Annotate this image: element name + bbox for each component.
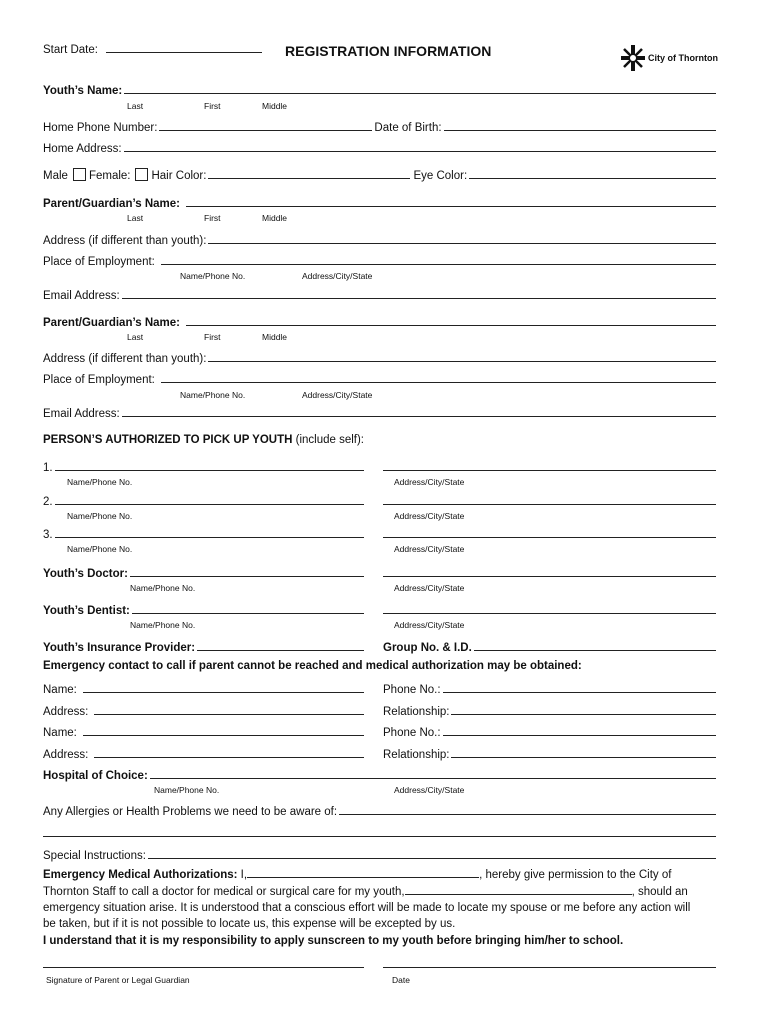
youth-name-label: Youth’s Name: — [43, 85, 123, 97]
guardian1-employment-row — [43, 252, 716, 268]
emergency-phone-label: Phone No.: — [383, 684, 441, 696]
emergency1-relationship-field[interactable] — [451, 714, 716, 715]
signature-label: Signature of Parent or Legal Guardian — [46, 975, 190, 985]
youth-name-field[interactable] — [124, 93, 716, 94]
guardian1-employment-label: Place of Employment: — [43, 256, 155, 268]
guardian2-employment-label: Place of Employment: — [43, 374, 155, 386]
doctor-address-row — [383, 564, 716, 580]
guardian1-email-row — [43, 286, 716, 302]
start-date-field[interactable] — [106, 52, 262, 53]
dentist-label: Youth’s Dentist: — [43, 605, 130, 617]
guardian2-name-row — [43, 313, 716, 329]
auth-t3: Thornton Staff to call a doctor for medical or surgical care for my youth, — [43, 886, 405, 898]
g2-sub-first: First — [204, 332, 221, 342]
guardian2-address-row — [43, 349, 716, 365]
g2-sub-last: Last — [127, 332, 144, 342]
emergency2-phone-row — [383, 723, 716, 739]
group-field[interactable] — [474, 650, 716, 651]
sub-last: Last — [127, 101, 144, 111]
p2-sub-address: Address/City/State — [394, 511, 465, 521]
sub-first: First — [204, 101, 221, 111]
emergency1-address-row — [43, 702, 364, 718]
guardian2-employment-field[interactable] — [161, 382, 716, 383]
pickup-2-address-row — [383, 492, 716, 508]
emergency-name-label: Name: — [43, 727, 77, 739]
pickup-heading-bold: PERSON’S AUTHORIZED TO PICK UP YOUTH — [43, 434, 293, 446]
emergency-relationship-label: Relationship: — [383, 749, 450, 761]
emergency-address-label: Address: — [43, 749, 89, 761]
emergency1-name-row — [43, 680, 364, 696]
g1-sub-namephone: Name/Phone No. — [180, 271, 246, 281]
dentist-sub-address: Address/City/State — [394, 620, 465, 630]
p1-sub-address: Address/City/State — [394, 477, 465, 487]
guardian1-email-label: Email Address: — [43, 290, 120, 302]
p3-sub-address: Address/City/State — [394, 544, 465, 554]
guardian2-employment-row — [43, 370, 716, 386]
g2-sub-middle: Middle — [262, 332, 288, 342]
city-logo-text: City of Thornton — [648, 53, 718, 63]
pickup-3-address-field[interactable] — [383, 537, 716, 538]
guardian2-email-field[interactable] — [122, 416, 716, 417]
emergency-address-label: Address: — [43, 706, 89, 718]
female-checkbox[interactable] — [135, 168, 148, 181]
guardian1-address-label: Address (if different than youth): — [43, 235, 207, 247]
guardian1-name-label: Parent/Guardian’s Name: — [43, 198, 180, 210]
pickup-heading — [43, 434, 364, 446]
p3-sub-namephone: Name/Phone No. — [67, 544, 133, 554]
pickup-2-name-field[interactable] — [55, 504, 364, 505]
guardian2-email-row — [43, 404, 716, 420]
male-checkbox[interactable] — [73, 168, 86, 181]
emergency2-relationship-row — [383, 745, 716, 761]
pickup-2-address-field[interactable] — [383, 504, 716, 505]
auth-line-2 — [43, 883, 716, 900]
emergency1-name-field[interactable] — [83, 692, 364, 693]
eye-color-label: Eye Color: — [413, 170, 468, 182]
guardian2-email-label: Email Address: — [43, 408, 120, 420]
emergency1-phone-field[interactable] — [443, 692, 716, 693]
start-date-label: Start Date: — [43, 44, 98, 56]
guardian2-address-label: Address (if different than youth): — [43, 353, 207, 365]
doctor-row — [43, 564, 364, 580]
hair-color-field[interactable] — [208, 178, 410, 179]
auth-t4: , should an — [631, 886, 688, 898]
group-label: Group No. & I.D. — [383, 642, 472, 654]
special-row — [43, 846, 716, 862]
pickup-2-name-row — [43, 492, 364, 508]
dob-field[interactable] — [444, 130, 716, 131]
allergies-label: Any Allergies or Health Problems we need to be aware of: — [43, 806, 338, 818]
g2-sub-address: Address/City/State — [302, 390, 373, 400]
dentist-sub-namephone: Name/Phone No. — [130, 620, 196, 630]
pickup-1-address-field[interactable] — [383, 470, 716, 471]
pickup-heading-rest: (include self): — [292, 434, 365, 446]
doctor-name-field[interactable] — [130, 576, 364, 577]
emergency-heading: Emergency contact to call if parent cannot be reached and medical authorization may be obtained: — [43, 660, 582, 672]
doctor-sub-namephone: Name/Phone No. — [130, 583, 196, 593]
pickup-3-name-field[interactable] — [55, 537, 364, 538]
g1-sub-last: Last — [127, 213, 144, 223]
home-phone-label: Home Phone Number: — [43, 122, 158, 134]
home-address-field[interactable] — [124, 151, 716, 152]
home-phone-row — [43, 118, 716, 134]
guardian1-email-field[interactable] — [122, 298, 716, 299]
guardian1-employment-field[interactable] — [161, 264, 716, 265]
male-label: Male — [43, 170, 68, 182]
date-label: Date — [392, 975, 410, 985]
special-field[interactable] — [148, 858, 716, 859]
start-date-row — [43, 44, 262, 56]
allergies-field-2[interactable] — [43, 836, 716, 837]
emergency2-name-field[interactable] — [83, 735, 364, 736]
pickup-1-name-row — [43, 458, 364, 474]
city-logo-icon — [620, 44, 646, 72]
guardian2-name-label: Parent/Guardian’s Name: — [43, 317, 180, 329]
home-address-row — [43, 139, 716, 155]
insurance-field[interactable] — [197, 650, 364, 651]
emergency-relationship-label: Relationship: — [383, 706, 450, 718]
auth-line-1 — [43, 866, 716, 883]
p2-sub-namephone: Name/Phone No. — [67, 511, 133, 521]
auth-line-3: emergency situation arise. It is understood that a conscious effort will be made to locate my spouse or me before any action will — [43, 902, 691, 914]
city-logo — [620, 44, 718, 72]
guardian1-name-row — [43, 194, 716, 210]
hospital-sub-namephone: Name/Phone No. — [154, 785, 220, 795]
doctor-label: Youth’s Doctor: — [43, 568, 128, 580]
allergies-field[interactable] — [339, 814, 716, 815]
pickup-1-address-row — [383, 458, 716, 474]
guardian1-address-row — [43, 231, 716, 247]
pickup-1-name-field[interactable] — [55, 470, 364, 471]
insurance-row — [43, 638, 364, 654]
signature-row — [43, 955, 364, 971]
dentist-name-field[interactable] — [132, 613, 364, 614]
emergency1-address-field[interactable] — [94, 714, 364, 715]
home-address-label: Home Address: — [43, 143, 122, 155]
auth-youth-field[interactable] — [405, 883, 632, 895]
authorization-paragraph — [43, 866, 716, 932]
pickup-3-address-row — [383, 525, 716, 541]
emergency-phone-label: Phone No.: — [383, 727, 441, 739]
dentist-address-row — [383, 601, 716, 617]
date-row — [383, 955, 716, 971]
auth-bold: Emergency Medical Authorizations: — [43, 869, 238, 881]
eye-color-field[interactable] — [469, 178, 716, 179]
pickup-num: 3. — [43, 529, 53, 541]
date-field[interactable] — [383, 967, 716, 968]
auth-t2: , hereby give permission to the City of — [479, 869, 672, 881]
guardian1-address-field[interactable] — [208, 243, 716, 244]
form-title: REGISTRATION INFORMATION — [285, 43, 492, 59]
hospital-field[interactable] — [150, 778, 716, 779]
g1-sub-middle: Middle — [262, 213, 288, 223]
guardian1-name-field[interactable] — [186, 206, 716, 207]
dentist-address-field[interactable] — [383, 613, 716, 614]
allergies-row — [43, 802, 716, 818]
youth-name-row — [43, 81, 716, 97]
emergency1-relationship-row — [383, 702, 716, 718]
emergency-name-label: Name: — [43, 684, 77, 696]
emergency2-name-row — [43, 723, 364, 739]
emergency2-address-field[interactable] — [94, 757, 364, 758]
g1-sub-address: Address/City/State — [302, 271, 373, 281]
auth-t1: I, — [237, 869, 248, 881]
emergency1-phone-row — [383, 680, 716, 696]
g2-sub-namephone: Name/Phone No. — [180, 390, 246, 400]
emergency2-phone-field[interactable] — [443, 735, 716, 736]
g1-sub-first: First — [204, 213, 221, 223]
guardian2-address-field[interactable] — [208, 361, 716, 362]
female-label: Female: — [88, 170, 131, 182]
gender-hair-eye-row — [43, 166, 716, 182]
hair-color-label: Hair Color: — [151, 170, 207, 182]
hospital-row — [43, 766, 716, 782]
pickup-num: 2. — [43, 496, 53, 508]
dentist-row — [43, 601, 364, 617]
sub-middle: Middle — [262, 101, 288, 111]
sunscreen-statement: I understand that it is my responsibility to apply sunscreen to my youth before bringing him/her to school. — [43, 935, 624, 947]
doctor-address-field[interactable] — [383, 576, 716, 577]
auth-name-field[interactable] — [247, 866, 479, 878]
group-row — [383, 638, 716, 654]
emergency2-address-row — [43, 745, 364, 761]
guardian2-name-field[interactable] — [186, 325, 716, 326]
dob-label: Date of Birth: — [374, 122, 442, 134]
insurance-label: Youth’s Insurance Provider: — [43, 642, 196, 654]
home-phone-field[interactable] — [159, 130, 372, 131]
emergency2-relationship-field[interactable] — [451, 757, 716, 758]
auth-line-4: be taken, but if it is not possible to locate us, this expense will be excepted by us. — [43, 918, 456, 930]
p1-sub-namephone: Name/Phone No. — [67, 477, 133, 487]
special-label: Special Instructions: — [43, 850, 146, 862]
signature-field[interactable] — [43, 967, 364, 968]
doctor-sub-address: Address/City/State — [394, 583, 465, 593]
hospital-label: Hospital of Choice: — [43, 770, 148, 782]
pickup-3-name-row — [43, 525, 364, 541]
pickup-num: 1. — [43, 462, 53, 474]
allergies-row-2 — [43, 824, 716, 840]
hospital-sub-address: Address/City/State — [394, 785, 465, 795]
